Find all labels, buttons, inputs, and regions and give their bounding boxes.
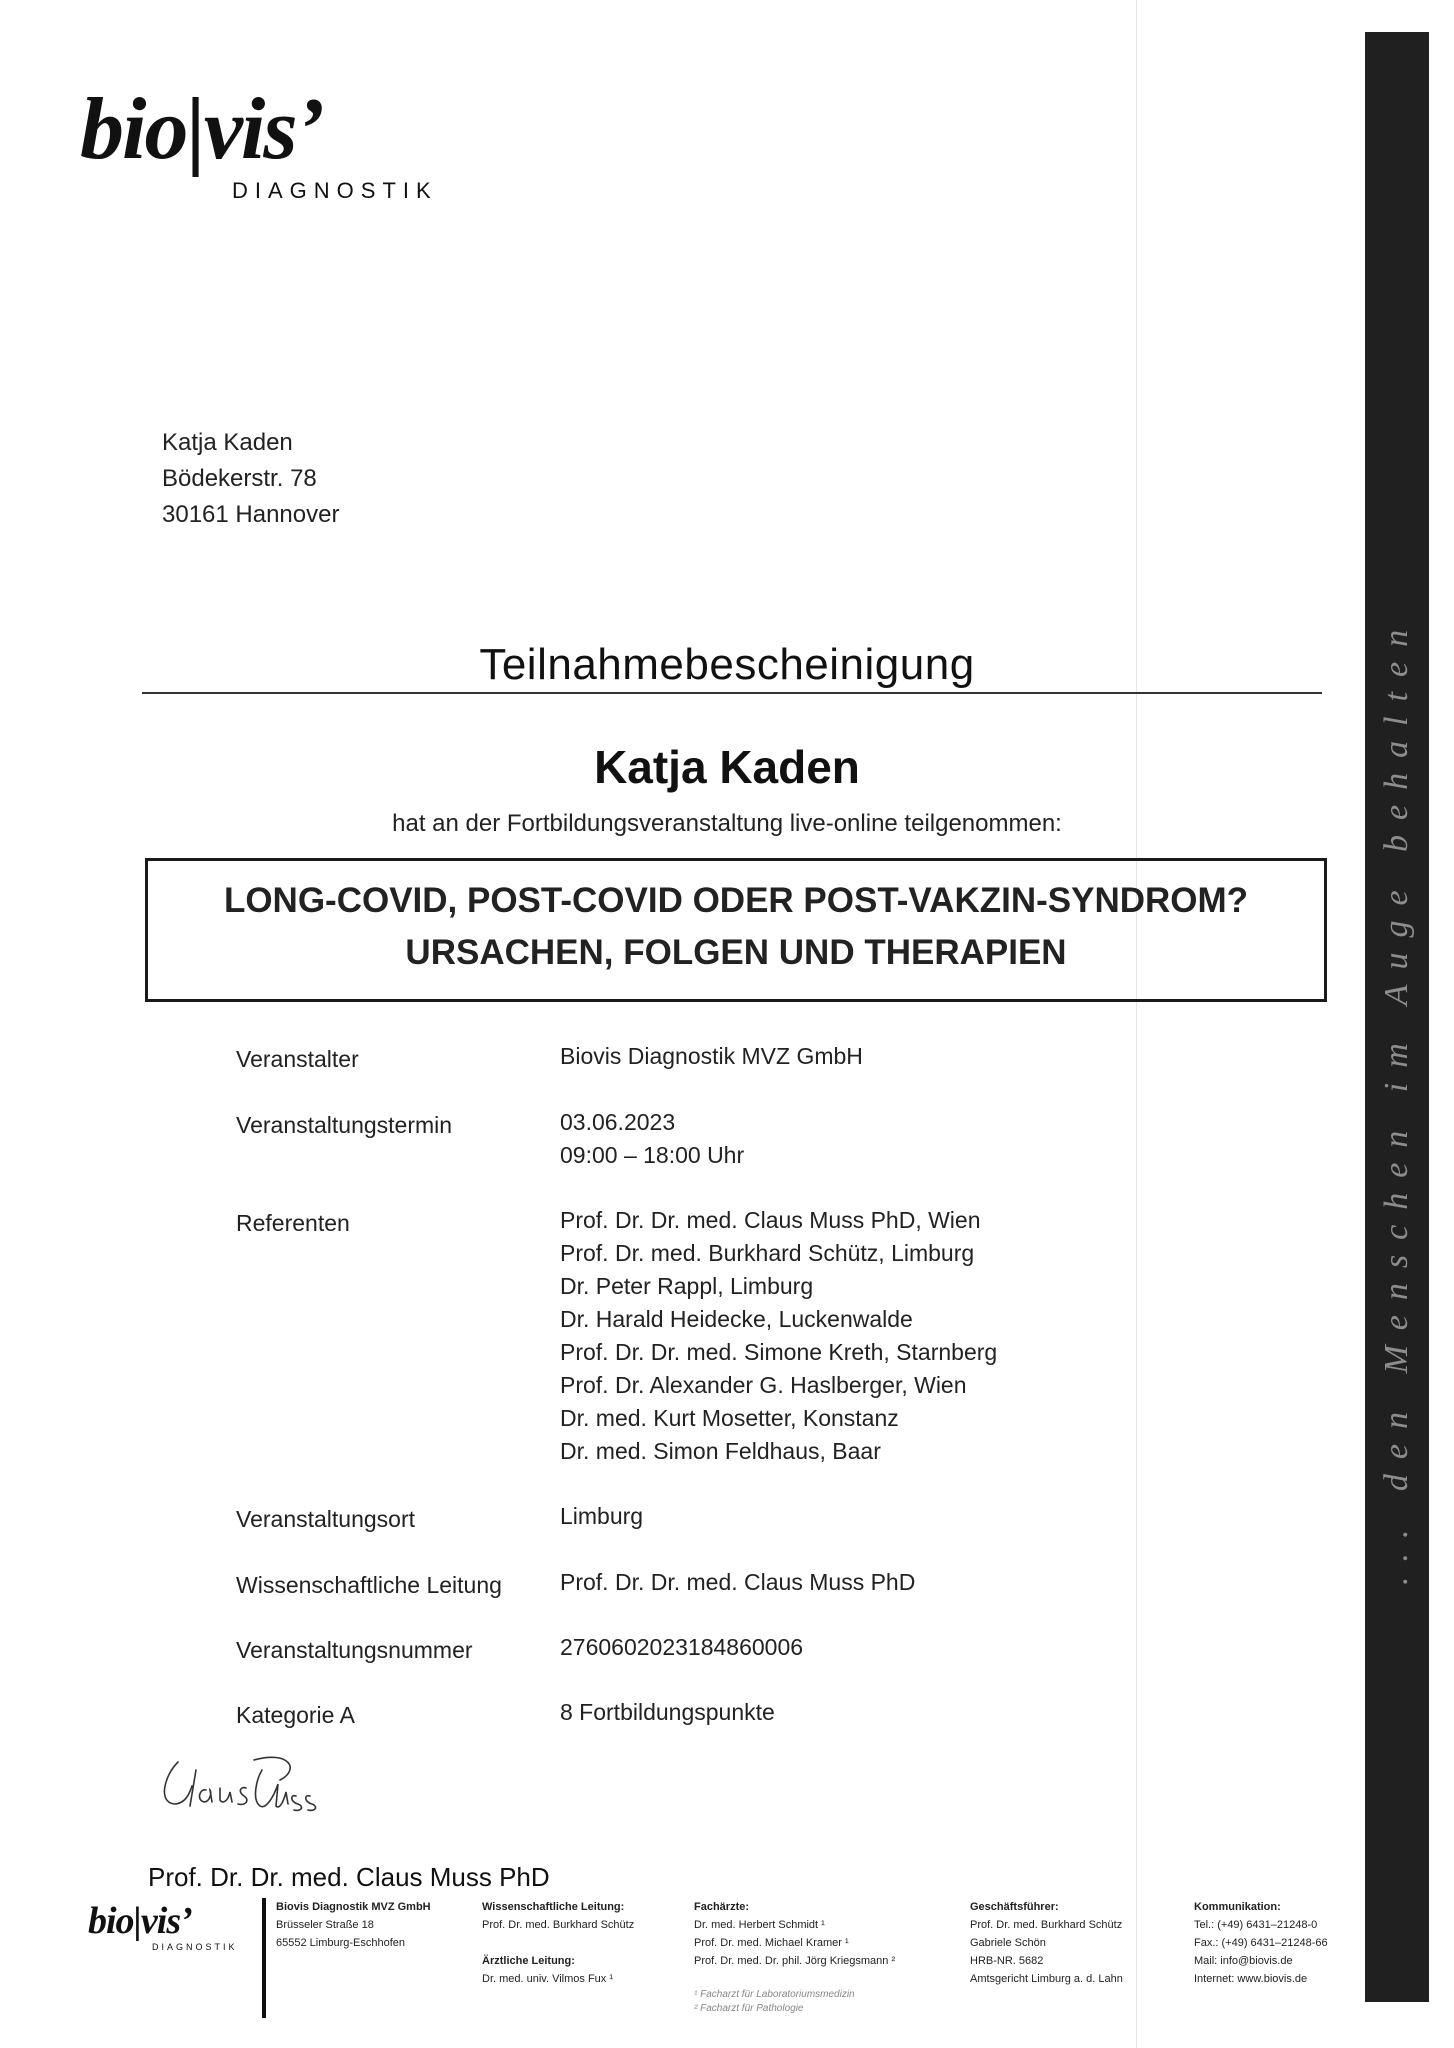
contact-heading: Kommunikation: <box>1194 1901 1281 1913</box>
speaker: Dr. med. Kurt Mosetter, Konstanz <box>560 1405 899 1431</box>
contact-web: Internet: www.biovis.de <box>1194 1973 1308 1985</box>
category-value: 8 Fortbildungspunkte <box>560 1699 775 1725</box>
speakers-label: Referenten <box>236 1210 350 1236</box>
address-city: 30161 Hannover <box>162 501 340 528</box>
speaker: Dr. Harald Heidecke, Luckenwalde <box>560 1306 913 1332</box>
company-street: Brüsseler Straße 18 <box>276 1919 374 1931</box>
footer-divider <box>262 1898 266 2018</box>
contact-mail: Mail: info@biovis.de <box>1194 1955 1293 1967</box>
organizer-label: Veranstalter <box>236 1046 359 1072</box>
address-street: Bödekerstr. 78 <box>162 465 317 492</box>
doctor: Dr. med. Herbert Schmidt ¹ <box>694 1919 825 1931</box>
category-label: Kategorie A <box>236 1702 355 1728</box>
date-label: Veranstaltungstermin <box>236 1112 453 1138</box>
scientific-lead-value: Prof. Dr. Dr. med. Claus Muss PhD <box>560 1569 916 1595</box>
footer-science <box>482 1898 634 1988</box>
scientific-lead-label: Wissenschaftliche Leitung <box>236 1572 502 1598</box>
event-date: 03.06.2023 <box>560 1109 676 1135</box>
event-number-value: 2760602023184860006 <box>560 1634 804 1660</box>
location-value: Limburg <box>560 1503 644 1529</box>
medical-name: Dr. med. univ. Vilmos Fux ¹ <box>482 1973 614 1985</box>
company-city: 65552 Limburg-Eschhofen <box>276 1937 406 1949</box>
location-label: Veranstaltungsort <box>236 1506 416 1532</box>
doctor: Prof. Dr. med. Dr. phil. Jörg Kriegsmann ² <box>694 1955 896 1967</box>
footer-logo-wordmark: bio|vis’ <box>88 1900 192 1942</box>
logo-subtitle: DIAGNOSTIK <box>232 178 438 203</box>
biovis-logo <box>80 81 480 206</box>
contact-phone: Tel.: (+49) 6431–21248-0 <box>1194 1919 1318 1931</box>
doctor-note-2: ² Facharzt für Pathologie <box>694 2003 804 2014</box>
management-line: Gabriele Schön <box>970 1937 1046 1949</box>
recipient-address <box>162 425 339 533</box>
doctor: Prof. Dr. med. Michael Kramer ¹ <box>694 1937 849 1949</box>
footer-logo-subtitle: DIAGNOSTIK <box>152 1942 238 1952</box>
speaker: Prof. Dr. Dr. med. Claus Muss PhD, Wien <box>560 1207 981 1233</box>
event-title-line-2: URSACHEN, FOLGEN UND THERAPIEN <box>405 933 1067 972</box>
speaker: Prof. Dr. Alexander G. Haslberger, Wien <box>560 1372 967 1398</box>
scan-fold-line <box>1136 0 1137 2048</box>
event-time: 09:00 – 18:00 Uhr <box>560 1142 745 1168</box>
science-name: Prof. Dr. med. Burkhard Schütz <box>482 1919 635 1931</box>
footer-management <box>970 1898 1123 1988</box>
speakers-list <box>560 1204 997 1468</box>
footer-doctors <box>694 1898 895 2016</box>
participation-statement: hat an der Fortbildungsveranstaltung live-online teilgenommen: <box>392 810 1062 837</box>
speaker: Prof. Dr. Dr. med. Simone Kreth, Starnberg <box>560 1339 998 1365</box>
medical-heading: Ärztliche Leitung: <box>482 1955 575 1967</box>
company-name: Biovis Diagnostik MVZ GmbH <box>276 1901 431 1913</box>
speaker: Prof. Dr. med. Burkhard Schütz, Limburg <box>560 1240 975 1266</box>
management-line: Amtsgericht Limburg a. d. Lahn <box>970 1973 1123 1985</box>
logo-wordmark: bio|vis’ <box>80 81 323 178</box>
signer-name: Prof. Dr. Dr. med. Claus Muss PhD <box>148 1862 550 1892</box>
document-title: Teilnahmebescheinigung <box>479 640 975 689</box>
management-line: Prof. Dr. med. Burkhard Schütz <box>970 1919 1123 1931</box>
speaker: Dr. med. Simon Feldhaus, Baar <box>560 1438 881 1464</box>
participant-name: Katja Kaden <box>594 741 860 793</box>
title-underline <box>142 692 1322 694</box>
doctor-note-1: ¹ Facharzt für Laboratoriumsmedizin <box>694 1989 855 2000</box>
handwritten-signature <box>150 1740 330 1830</box>
doctors-heading: Fachärzte: <box>694 1901 750 1913</box>
organizer-value: Biovis Diagnostik MVZ GmbH <box>560 1043 863 1069</box>
footer-logo <box>88 1902 258 1962</box>
management-line: HRB-NR. 5682 <box>970 1955 1044 1967</box>
event-title-line-1: LONG-COVID, POST-COVID ODER POST-VAKZIN-SYNDROM? <box>223 881 1249 920</box>
address-name: Katja Kaden <box>162 429 293 456</box>
footer-company <box>276 1898 431 1952</box>
date-value <box>560 1106 744 1172</box>
event-title-box <box>145 858 1327 1002</box>
management-heading: Geschäftsführer: <box>970 1901 1059 1913</box>
contact-fax: Fax.: (+49) 6431–21248-66 <box>1194 1937 1328 1949</box>
science-heading: Wissenschaftliche Leitung: <box>482 1901 625 1913</box>
speaker: Dr. Peter Rappl, Limburg <box>560 1273 814 1299</box>
footer-contact <box>1194 1898 1328 1988</box>
event-number-label: Veranstaltungsnummer <box>236 1637 473 1663</box>
side-slogan: ... den Menschen im Auge behalten <box>1378 614 1415 1586</box>
